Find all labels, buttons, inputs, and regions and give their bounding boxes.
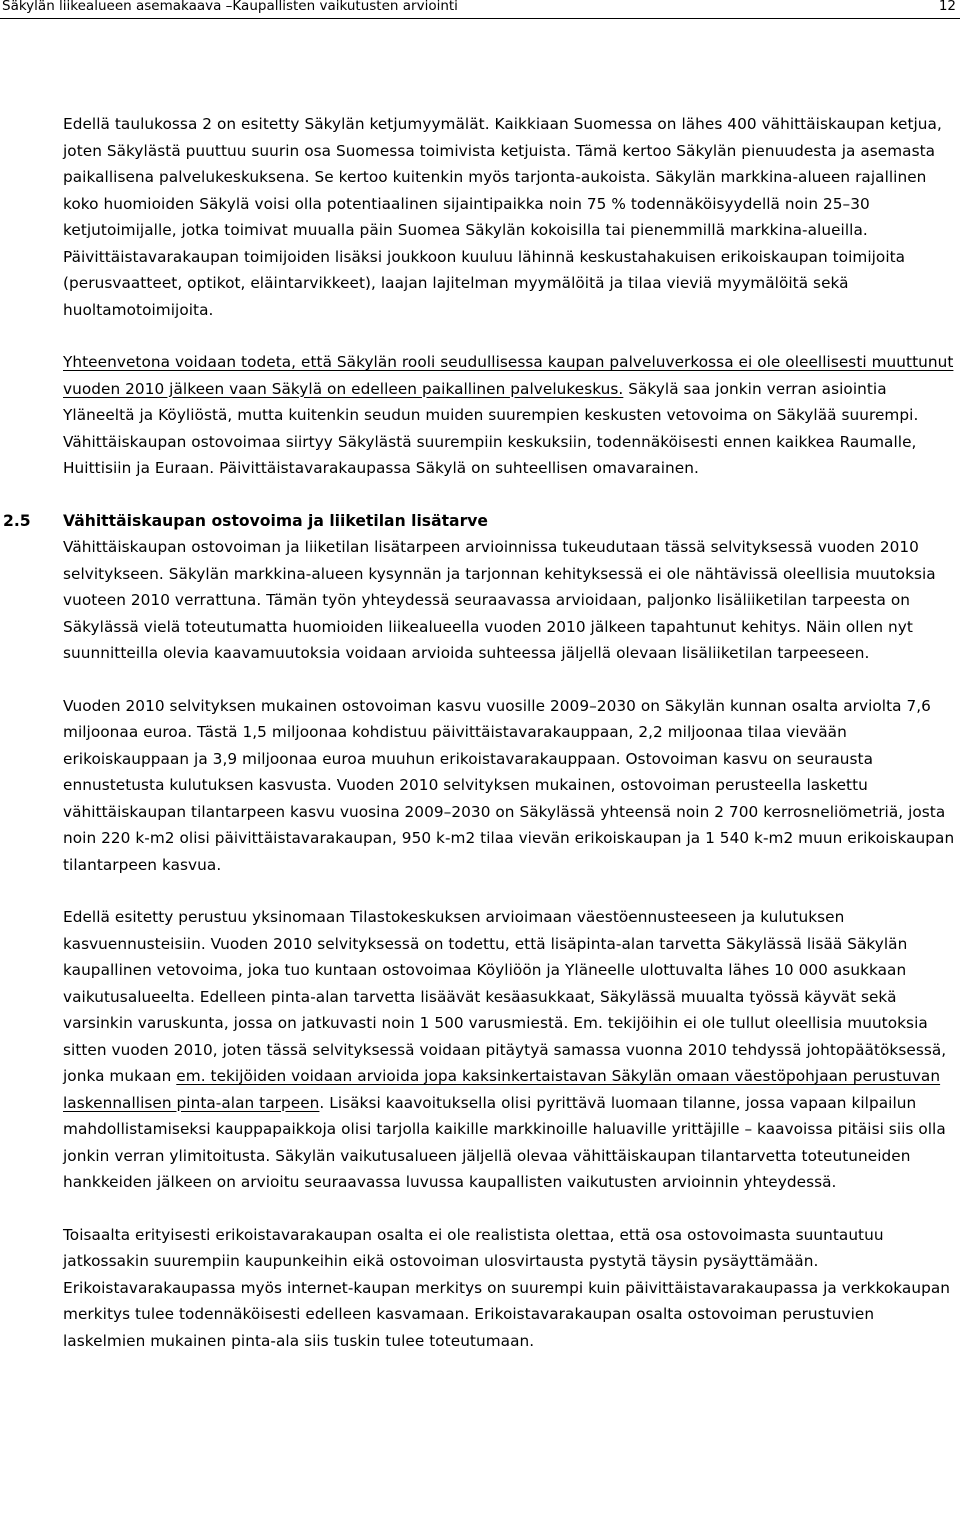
paragraph-ostovoiman-kasvu: Vuoden 2010 selvityksen mukainen ostovoiman kasvu vuosille 2009–2030 on Säkylän kunnan osalta arviolta 7,6 miljoonaa euroa. Tästä 1,5 miljoonaa kohdistuu päivittäistavarakauppaan, 2,2 miljoonaa tilaa vievään erikoiskauppaan ja 3,9 miljoonaa euroa muuhun erikoistavarakauppaan. Ostovoiman kasvu on seurausta ennustetusta kulutuksen kasvusta. Vuoden 2010 selvityksen mukainen, ostovoiman perusteella laskettu vähittäiskaupan tilantarpeen kasvu vuosina 2009–2030 on Säkylässä yhteensä noin 2 700 kerrosneliömetriä, josta noin 220 k-m2 olisi päivittäistavarakaupan, 950 k-m2 tilaa vievän erikoiskaupan ja 1 540 k-m2 muun erikoiskaupan tilantarpeen kasvua.	[63, 696, 955, 874]
page-header	[0, 0, 960, 18]
underlined-conclusion: em. tekijöiden voidaan arvioida jopa kaksinkertaistavan Säkylän omaan väestöpohjaan perustuvan laskennallisen pinta-alan tarpeen	[63, 1067, 941, 1112]
underlined-summary: Yhteenvetona voidaan todeta, että Säkylän rooli seudullisessa kaupan palveluverkossa ei ole oleellisesti muuttunut vuoden 2010 jälkeen vaan Säkylä on edelleen paikallinen palvelukeskus.	[63, 353, 954, 398]
section-number: 2.5	[3, 511, 31, 530]
paragraph-yhteenveto-text: Säkylä saa jonkin verran asiointia Yläneeltä ja Köyliöstä, mutta kuitenkin seudun muiden suurempien keskusten vetovoima on Säkylää suurempi. Vähittäiskaupan ostovoimaa siirtyy Säkylästä suurempiin keskuksiin, todennäköisesti ennen kaikkea Raumalle, Huittisiin ja Euraan. Päivittäistavarakaupassa Säkylä on suhteellisen omavarainen.	[63, 379, 919, 477]
paragraph-vaestoennuste-continuation: . Lisäksi kaavoituksella olisi pyrittävä luomaan tilanne, jossa vapaan kilpailun mahdollistamiseksi kauppapaikkoja olisi tarjolla kaikille markkinoille haluaville yrittäjille – kaavoissa pitäisi siis olla jonkin verran ylimitoitusta. Säkylän vaikutusalueen jäljellä olevaa vähittäiskaupan tilantarvetta toteutuneiden hankkeiden jälkeen on arvioitu seuraavassa luvussa kaupallisten vaikutusten arvioinnin yhteydessä.	[63, 1093, 946, 1191]
section-title: Vähittäiskaupan ostovoima ja liiketilan lisätarve	[63, 511, 488, 530]
paragraph-vaestoennuste-text: Edellä esitetty perustuu yksinomaan Tilastokeskuksen arvioimaan väestöennusteeseen ja kulutuksen kasvuennusteisiin. Vuoden 2010 selvityksessä on todettu, että lisäpinta-alan tarvetta Säkylässä lisää Säkylän kaupallinen vetovoima, joka tuo kuntaan ostovoimaa Köyliöön ja Yläneelle ulottuvalta lähes 10 000 asukkaan vaikutusalueelta. Edelleen pinta-alan tarvetta lisäävät kesäasukkaat, Säkylässä muualta työssä käyvät sekä varsinkin varuskunta, jossa on jatkuvasti noin 1 500 varusmiestä. Em. tekijöihin ei ole tullut oleellisia muutoksia sitten vuoden 2010, joten tässä selvityksessä voidaan pitäytyä samassa vuonna 2010 tehdyssä johtopäätöksessä, jonka mukaan	[63, 908, 947, 1085]
paragraph-erikoistavarakauppa: Toisaalta erityisesti erikoistavarakaupan osalta ei ole realistista olettaa, että osa ostovoimasta suuntautuu jatkossakin suurempiin kaupunkeihin eikä ostovoiman ulosvirtausta pystytä täysin pysäyttämään. Erikoistavarakaupassa myös internet-kaupan merkitys on suurempi kuin päivittäistavarakaupassa ja verkkokaupan merkitys tulee todennäköisesti edelleen kasvamaan. Erikoistavarakaupan osalta ostovoiman perustuvien laskelmien mukainen pinta-ala siis tuskin tulee toteutumaan.	[63, 1225, 951, 1350]
section-heading	[3, 508, 958, 535]
page-number: 12	[938, 0, 956, 14]
paragraph-yhteenveto	[63, 349, 958, 482]
document-title: Säkylän liikealueen asemakaava –Kaupallisten vaikutusten arviointi	[2, 0, 458, 14]
header-divider	[0, 18, 960, 19]
document-body	[3, 111, 958, 1354]
paragraph-arviointi: Vähittäiskaupan ostovoiman ja liiketilan lisätarpeen arvioinnissa tukeudutaan tässä selvityksessä vuoden 2010 selvitykseen. Säkylän markkina-alueen kysynnän ja tarjonnan kehityksessä ei ole nähtävissä oleellisia muutoksia vuoteen 2010 verrattuna. Tämän työn yhteydessä seuraavassa arvioidaan, paljonko lisäliiketilan tarpeesta on Säkylässä vielä toteutumatta huomioiden liikealueella vuoden 2010 jälkeen tapahtunut kehitys. Näin ollen nyt suunnitteilla olevia kaavamuutoksia voidaan arvioida suhteessa jäljellä olevaan lisäliiketilan tarpeeseen.	[63, 538, 936, 662]
paragraph-vaestoennuste	[63, 904, 958, 1196]
paragraph-ketjumyymalat: Edellä taulukossa 2 on esitetty Säkylän ketjumyymälät. Kaikkiaan Suomessa on lähes 400 vähittäiskaupan ketjua, joten Säkylästä puuttuu suurin osa Suomessa toimivista ketjuista. Tämä kertoo Säkylän pienuudesta ja asemasta paikallisena palvelukeskuksena. Se kertoo kuitenkin myös tarjonta-aukoista. Säkylän markkina-alueen rajallinen koko huomioiden Säkylä voisi olla potentiaalinen sijaintipaikka noin 75 % todennäköisyydellä noin 25–30 ketjutoimijalle, jotka toimivat muualla päin Suomea Säkylän kokoisilla tai pienemmillä markkina-alueilla. Päivittäistavarakaupan toimijoiden lisäksi joukkoon kuuluu lähinnä keskustahakuisen erikoiskaupan toimijoita (perusvaatteet, optikot, eläintarvikkeet), laajan lajitelman myymälöitä ja tilaa vieviä myymälöitä sekä huoltamotoimijoita.	[63, 115, 942, 319]
